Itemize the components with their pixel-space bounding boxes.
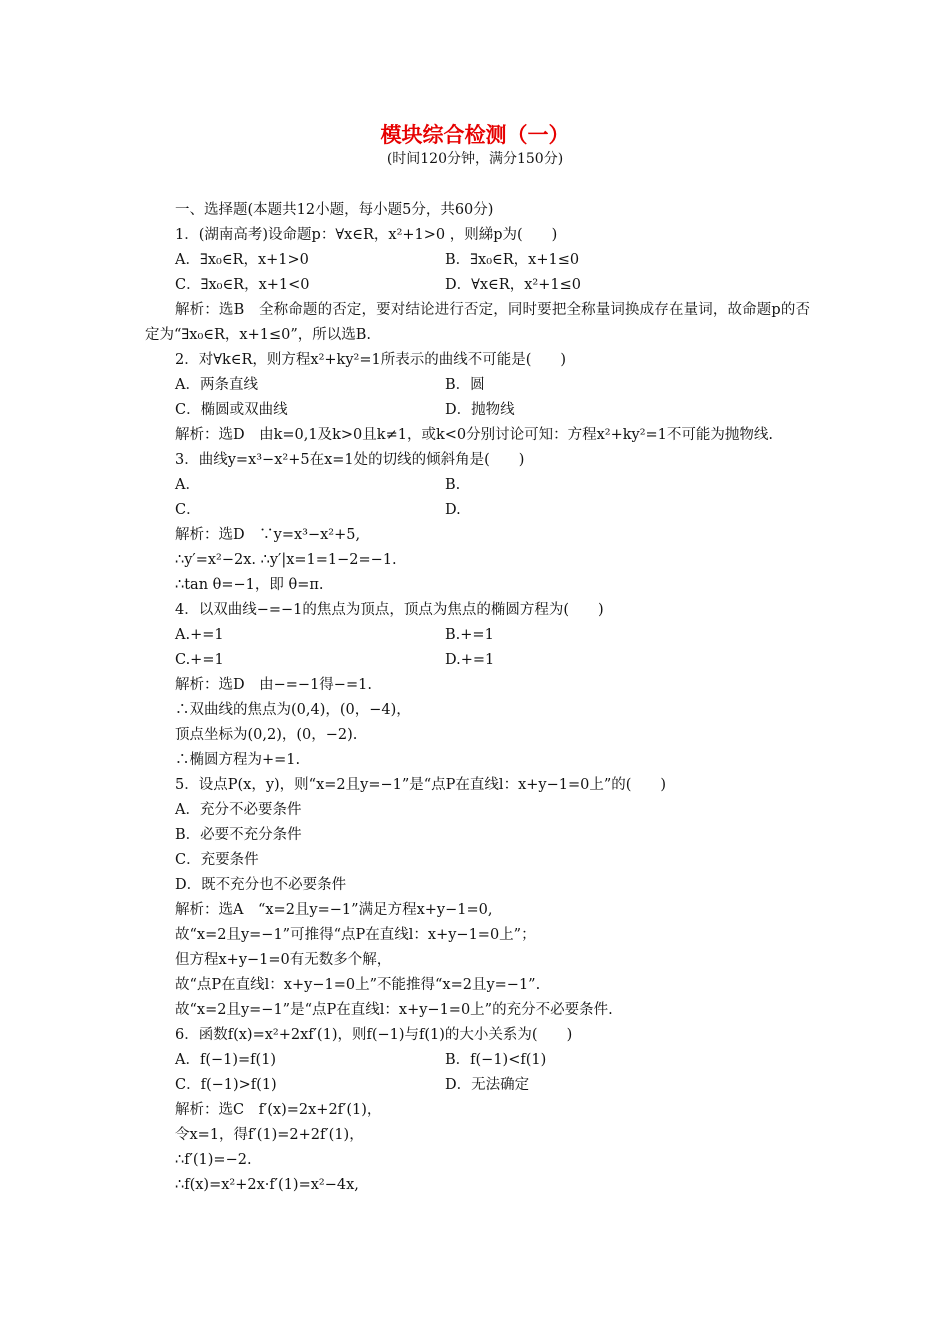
document-body <box>145 198 810 1198</box>
question-6: 6．函数f(x)=x²+2xf′(1)，则f(−1)与f(1)的大小关系为( ) <box>175 1027 573 1043</box>
solution-2: 解析：选D 由k=0,1及k>0且k≠1，或k<0分别讨论可知：方程x²+ky²=1不可能为抛物线. <box>175 427 774 443</box>
option-d: D．既不充分也不必要条件 <box>175 877 347 893</box>
solution-4-line: 解析：选D 由−=−1得−=1. <box>175 677 372 693</box>
solution-1: 解析：选B 全称命题的否定，要对结论进行否定，同时要把全称量词换成存在量词，故命题p的否定为“∃x₀∈R，x+1≤0”，所以选B. <box>145 302 810 343</box>
option-row <box>145 473 810 498</box>
option-row <box>145 273 810 298</box>
option-b: B．f(−1)<f(1) <box>445 1052 547 1068</box>
option-row <box>145 498 810 523</box>
option-c: C．∃x₀∈R，x+1<0 <box>175 277 310 293</box>
option-a: A．f(−1)=f(1) <box>175 1052 277 1068</box>
solution-5-line: 故“点P在直线l：x+y−1=0上”不能推得“x=2且y=−1”. <box>175 977 541 993</box>
solution-5-line: 但方程x+y−1=0有无数多个解， <box>175 952 392 968</box>
option-d: D．无法确定 <box>445 1077 530 1093</box>
option-row <box>145 623 810 648</box>
question-3: 3．曲线y=x³−x²+5在x=1处的切线的倾斜角是( ) <box>175 452 525 468</box>
option-c: C．f(−1)>f(1) <box>175 1077 277 1093</box>
option-row <box>145 248 810 273</box>
section-heading: 一、选择题(本题共12小题，每小题5分，共60分) <box>175 202 494 218</box>
solution-6-line: ∴f′(1)=−2. <box>175 1152 252 1168</box>
page-subtitle: (时间120分钟，满分150分) <box>386 151 564 167</box>
option-d: D.+=1 <box>445 652 495 668</box>
solution-3-line: ∴y′=x²−2x. ∴y′|x=1=1−2=−1. <box>175 552 397 568</box>
option-b: B．∃x₀∈R，x+1≤0 <box>445 252 580 268</box>
option-d: D．抛物线 <box>445 402 515 418</box>
solution-5-line: 解析：选A “x=2且y=−1”满足方程x+y−1=0, <box>175 902 493 918</box>
option-row <box>145 373 810 398</box>
option-a: A.+=1 <box>175 627 224 643</box>
option-row <box>145 398 810 423</box>
option-c: C.+=1 <box>175 652 224 668</box>
solution-6-line: 令x=1，得f′(1)=2+2f′(1)， <box>175 1127 364 1143</box>
option-row <box>145 1073 810 1098</box>
option-row <box>145 1048 810 1073</box>
question-2: 2．对∀k∈R，则方程x²+ky²=1所表示的曲线不可能是( ) <box>175 352 567 368</box>
option-c: C． <box>175 502 201 518</box>
option-b: B. <box>445 477 461 493</box>
solution-6-line: 解析：选C f′(x)=2x+2f′(1)， <box>175 1102 382 1118</box>
solution-6-line: ∴f(x)=x²+2x·f′(1)=x²−4x, <box>175 1177 359 1193</box>
option-a: A．两条直线 <box>175 377 258 393</box>
solution-4-line: 顶点坐标为(0,2)，(0，−2). <box>175 727 358 743</box>
option-d: D. <box>445 502 461 518</box>
option-d: D．∀x∈R，x²+1≤0 <box>445 277 581 293</box>
question-1: 1．(湖南高考)设命题p：∀x∈R，x²+1>0 ，则綈p为( ) <box>175 227 558 243</box>
question-4: 4．以双曲线−=−1的焦点为顶点，顶点为焦点的椭圆方程为( ) <box>175 602 604 618</box>
solution-3-line: 解析：选D ∵y=x³−x²+5, <box>175 527 361 543</box>
option-a: A．∃x₀∈R，x+1>0 <box>175 252 309 268</box>
page-title: 模块综合检测（一） <box>380 123 570 147</box>
option-a: A． <box>175 477 200 493</box>
option-b: B.+=1 <box>445 627 494 643</box>
solution-4-line: ∴双曲线的焦点为(0,4)，(0，−4)， <box>175 702 411 718</box>
solution-4-line: ∴椭圆方程为+=1. <box>175 752 301 768</box>
option-row <box>145 648 810 673</box>
solution-5-line: 故“x=2且y=−1”是“点P在直线l：x+y−1=0上”的充分不必要条件. <box>175 1002 613 1018</box>
option-a: A．充分不必要条件 <box>175 802 302 818</box>
solution-3-line: ∴tan θ=−1，即 θ=π. <box>175 577 324 593</box>
option-c: C．充要条件 <box>175 852 259 868</box>
question-5: 5．设点P(x，y)，则“x=2且y=−1”是“点P在直线l：x+y−1=0上”的( ) <box>175 777 667 793</box>
solution-5-line: 故“x=2且y=−1”可推得“点P在直线l：x+y−1=0上”； <box>175 927 536 943</box>
option-b: B．必要不充分条件 <box>175 827 302 843</box>
option-b: B．圆 <box>445 377 485 393</box>
option-c: C．椭圆或双曲线 <box>175 402 288 418</box>
